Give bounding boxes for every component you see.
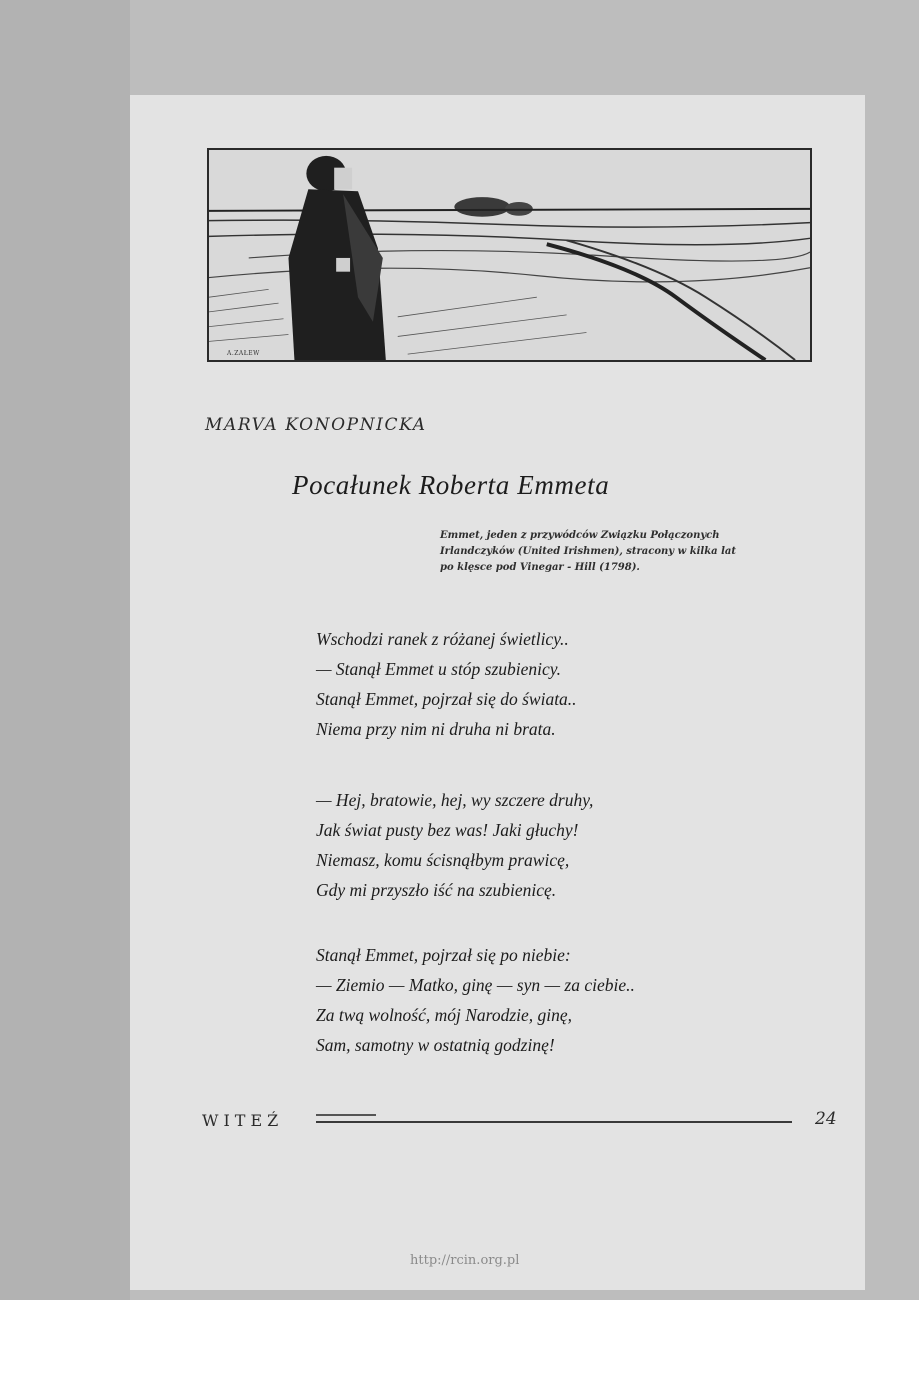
verse-line: Stanął Emmet, pojrzał się po niebie: — [316, 945, 571, 965]
verse-line: Jak świat pusty bez was! Jaki głuchy! — [316, 820, 579, 840]
verse-line: Niema przy nim ni druha ni brata. — [316, 719, 556, 739]
source-url: http://rcin.org.pl — [410, 1253, 520, 1268]
epigraph — [440, 528, 850, 576]
epigraph-line: Emmet, jeden z przywódców Związku Połączonych — [440, 530, 720, 541]
stanza-1 — [316, 624, 836, 744]
magazine-name: WITEŹ — [202, 1111, 284, 1130]
verse-line: — Stanął Emmet u stóp szubienicy. — [316, 659, 561, 679]
verse-line: Stanął Emmet, pojrzał się do świata.. — [316, 689, 577, 709]
epigraph-line: po klęsce pod Vinegar - Hill (1798). — [440, 562, 640, 573]
stanza-2 — [316, 785, 836, 905]
page-number: 24 — [815, 1109, 837, 1129]
artist-signature: A.ZAŁEW — [227, 350, 260, 357]
verse-line: Wschodzi ranek z różanej świetlicy.. — [316, 629, 569, 649]
verse-line: — Ziemio — Matko, ginę — syn — za ciebie.. — [316, 975, 635, 995]
verse-line: — Hej, bratowie, hej, wy szczere druhy, — [316, 790, 594, 810]
page-left-shadow — [0, 0, 130, 1300]
verse-line: Niemasz, komu ścisnąłbym prawicę, — [316, 850, 570, 870]
footer-divider-short — [316, 1114, 376, 1116]
header-illustration — [207, 148, 812, 362]
verse-line: Gdy mi przyszło iść na szubienicę. — [316, 880, 557, 900]
footer-divider — [316, 1121, 792, 1126]
field-landscape-figure-icon — [209, 150, 810, 360]
verse-line: Sam, samotny w ostatnią godzinę! — [316, 1035, 555, 1055]
verse-line: Za twą wolność, mój Narodzie, ginę, — [316, 1005, 573, 1025]
poem-title: Pocałunek Roberta Emmeta — [292, 470, 610, 500]
stanza-3 — [316, 940, 836, 1060]
author-name: MARVA KONOPNICKA — [205, 415, 427, 435]
epigraph-line: Irlandczyków (United Irishmen), stracony w kilka lat — [440, 546, 737, 557]
